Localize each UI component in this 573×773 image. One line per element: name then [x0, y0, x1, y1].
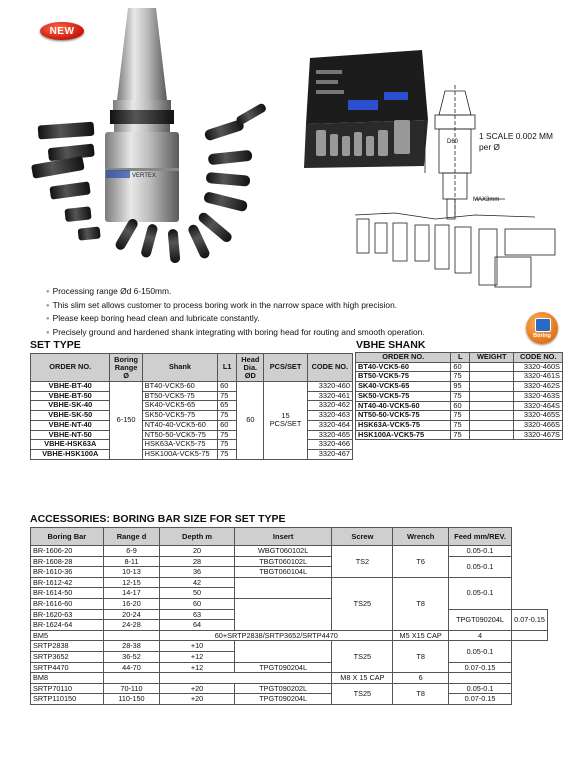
scale-line-2: per Ø — [479, 141, 500, 152]
product-illustration — [20, 0, 330, 282]
table-cell: 75 — [218, 440, 237, 450]
table-cell: +12 — [160, 662, 235, 673]
table-cell: BR-1614-50 — [31, 588, 104, 599]
table-cell: 70-110 — [103, 683, 160, 694]
table-cell: BT50-VCK5-75 — [142, 391, 217, 401]
table-cell: 75 — [218, 430, 237, 440]
table-cell: 3320-463 — [307, 411, 352, 421]
table-cell: 64 — [160, 620, 235, 631]
table-cell: NT50-50-VCK5-75 — [356, 411, 451, 421]
table-cell: T8 — [393, 683, 449, 704]
table-cell: 75 — [451, 411, 470, 421]
table-cell: BR-1606-20 — [31, 546, 104, 557]
table-cell: 3320-460 — [307, 382, 352, 392]
table-cell: TS25 — [332, 683, 393, 704]
table-cell: 8-11 — [103, 556, 160, 567]
table-cell: SRTP110150 — [31, 694, 104, 705]
table-cell: 60 — [451, 401, 470, 411]
col-boring-bar: Boring Bar — [31, 528, 104, 546]
table-cell: 0.05-0.1 — [448, 577, 511, 609]
table-cell: SRTP3652 — [31, 651, 104, 662]
col-screw: Screw — [332, 528, 393, 546]
table-cell: 14-17 — [103, 588, 160, 599]
table-cell: 6-9 — [103, 546, 160, 557]
feature-item: ● Precisely ground and hardened shank integrating with boring head for routing and smooth operation. — [46, 327, 425, 341]
table-cell: BR-1620-63 — [31, 609, 104, 620]
table-cell: 6 — [393, 673, 449, 684]
table-cell: +20 — [160, 683, 235, 694]
table-cell: BT40-VCK5-60 — [142, 382, 217, 392]
table-cell — [470, 362, 514, 372]
table-cell: BR-1624-64 — [31, 620, 104, 631]
table-cell: 0.05-0.1 — [448, 641, 511, 662]
col-l1: L1 — [218, 354, 237, 382]
table-cell: WBGT060102L — [234, 546, 332, 557]
table-cell — [470, 391, 514, 401]
table-cell — [103, 630, 160, 641]
table-row — [356, 420, 563, 430]
table-row — [356, 411, 563, 421]
table-cell: +20 — [160, 694, 235, 705]
table-cell: +12 — [160, 651, 235, 662]
table-cell: TS25 — [332, 641, 393, 673]
col-code-no: CODE NO. — [307, 354, 352, 382]
table-cell: 75 — [218, 449, 237, 459]
table-cell: 95 — [451, 382, 470, 392]
table-cell: BR-1608-28 — [31, 556, 104, 567]
table-cell: TPGT090204L — [234, 694, 332, 705]
table-cell — [234, 577, 332, 598]
table-row — [31, 630, 548, 641]
table-cell: TPGT090204L — [448, 609, 511, 630]
col-code-no: CODE NO. — [514, 353, 563, 363]
table-cell: VBHE-BT-50 — [31, 391, 110, 401]
col-range: Range d — [103, 528, 160, 546]
table-row — [31, 673, 548, 684]
table-cell: 63 — [160, 609, 235, 620]
col-shank: Shank — [142, 354, 217, 382]
table-cell: 0.05-0.1 — [448, 546, 511, 557]
technical-drawing — [335, 85, 565, 295]
table-cell: 0.07-0.15 — [448, 694, 511, 705]
table-cell: HSK63A-VCK5-75 — [142, 440, 217, 450]
table-cell: 0.05-0.1 — [448, 556, 511, 577]
table-cell: 75 — [451, 391, 470, 401]
table-cell — [470, 430, 514, 440]
col-head-dia: Head Dia. ØD — [237, 354, 264, 382]
table-cell: HSK100A-VCK5-75 — [356, 430, 451, 440]
table-cell — [470, 411, 514, 421]
col-depth: Depth m — [160, 528, 235, 546]
table-cell: 28-38 — [103, 641, 160, 652]
table-cell: BM8 — [31, 673, 104, 684]
table-cell: TS2 — [332, 546, 393, 578]
table-cell: NT40-40-VCK5-60 — [142, 420, 217, 430]
accessories-table — [30, 527, 548, 705]
table-cell: 50 — [160, 588, 235, 599]
table-cell: 60 — [218, 382, 237, 392]
feature-item: ● Processing range Ød 6-150mm. — [46, 286, 425, 300]
boring-icon — [535, 318, 551, 332]
table-cell: VBHE-HSK63A — [31, 440, 110, 450]
table-cell: 3320-467S — [514, 430, 563, 440]
table-cell — [234, 598, 332, 630]
col-order-no: ORDER NO. — [356, 353, 451, 363]
table-cell: 3320-464 — [307, 420, 352, 430]
table-cell: 110-150 — [103, 694, 160, 705]
table-cell: BT50-VCK5-75 — [356, 372, 451, 382]
table-cell: 60 — [451, 362, 470, 372]
table-cell: BR-1610-36 — [31, 567, 104, 578]
table-cell: TBGT060102L — [234, 556, 332, 567]
table-cell — [512, 630, 548, 641]
table-cell: SK50-VCK5-75 — [356, 391, 451, 401]
table-cell: HSK100A-VCK5-75 — [142, 449, 217, 459]
table-row — [31, 546, 548, 557]
table-cell: 3320-463S — [514, 391, 563, 401]
set-type-title: SET TYPE — [30, 339, 81, 351]
table-cell: VBHE-SK-40 — [31, 401, 110, 411]
accessories-title: ACCESSORIES: BORING BAR SIZE FOR SET TYPE — [30, 513, 286, 525]
col-insert: Insert — [234, 528, 332, 546]
table-cell: T8 — [393, 641, 449, 673]
table-row — [31, 683, 548, 694]
table-cell: 65 — [218, 401, 237, 411]
feature-list — [46, 286, 425, 340]
table-cell: 3320-462S — [514, 382, 563, 392]
col-boring-range: Boring Range Ø — [110, 354, 142, 382]
table-cell: 3320-467 — [307, 449, 352, 459]
table-row — [31, 662, 548, 673]
table-row — [356, 382, 563, 392]
table-row — [356, 430, 563, 440]
table-cell: 75 — [218, 391, 237, 401]
table-row — [31, 382, 353, 392]
table-cell — [448, 673, 511, 684]
table-cell: 3320-466 — [307, 440, 352, 450]
table-row — [31, 641, 548, 652]
table-cell: SRTP70110 — [31, 683, 104, 694]
table-cell — [234, 641, 332, 662]
table-row — [31, 577, 548, 588]
table-cell: 20-24 — [103, 609, 160, 620]
table-cell: 60 — [160, 598, 235, 609]
table-cell: SK50-VCK5-75 — [142, 411, 217, 421]
table-cell: VBHE-NT-50 — [31, 430, 110, 440]
table-cell — [160, 673, 332, 684]
col-order-no: ORDER NO. — [31, 354, 110, 382]
table-cell: 36-52 — [103, 651, 160, 662]
table-cell: BR-1612-42 — [31, 577, 104, 588]
table-cell: 75 — [451, 372, 470, 382]
table-cell — [470, 382, 514, 392]
table-cell — [470, 420, 514, 430]
col-feed: Feed mm/REV. — [448, 528, 511, 546]
boring-badge — [526, 312, 558, 344]
boring-badge-label: Boring — [533, 333, 551, 339]
table-cell: 42 — [160, 577, 235, 588]
table-cell: SRTP2838 — [31, 641, 104, 652]
d60-label: D60 — [447, 139, 459, 145]
table-cell: BM5 — [31, 630, 104, 641]
table-cell: VBHE-NT-40 — [31, 420, 110, 430]
feature-item: ● Please keep boring head clean and lubricate constantly. — [46, 313, 425, 327]
table-cell: 3320-465S — [514, 411, 563, 421]
new-badge: NEW — [40, 22, 84, 40]
table-row — [31, 694, 548, 705]
table-cell: 10-13 — [103, 567, 160, 578]
table-cell: 24-28 — [103, 620, 160, 631]
set-type-table — [30, 353, 353, 460]
table-cell: 3320-460S — [514, 362, 563, 372]
table-cell: SK40-VCK5-65 — [142, 401, 217, 411]
table-cell: TS25 — [332, 577, 393, 630]
table-cell: 3320-466S — [514, 420, 563, 430]
table-cell: 3320-462 — [307, 401, 352, 411]
col-wrench: Wrench — [393, 528, 449, 546]
table-cell: BT40-VCK5-60 — [356, 362, 451, 372]
table-cell: TBGT060104L — [234, 567, 332, 578]
table-cell: 0.05-0.1 — [448, 683, 511, 694]
table-cell: 75 — [451, 420, 470, 430]
scale-note — [479, 131, 553, 152]
table-cell: 28 — [160, 556, 235, 567]
table-cell: VBHE-HSK100A — [31, 449, 110, 459]
table-cell: 36 — [160, 567, 235, 578]
brand-label: VERTEX — [132, 173, 156, 179]
table-cell: 20 — [160, 546, 235, 557]
col-weight: WEIGHT — [470, 353, 514, 363]
table-cell: 75 — [218, 411, 237, 421]
table-cell — [470, 401, 514, 411]
table-cell — [103, 673, 160, 684]
table-cell: 75 — [451, 430, 470, 440]
table-row — [31, 556, 548, 567]
table-cell: M5 X15 CAP — [393, 630, 449, 641]
col-l: L — [451, 353, 470, 363]
table-cell — [470, 372, 514, 382]
table-cell: +10 — [160, 641, 235, 652]
table-cell: 12-15 — [103, 577, 160, 588]
table-cell: 3320-461 — [307, 391, 352, 401]
vbhe-shank-table — [355, 352, 563, 440]
col-pcs-set: PCS/SET — [264, 354, 307, 382]
table-cell: 60 — [237, 382, 264, 460]
table-cell: SRTP4470 — [31, 662, 104, 673]
table-cell: HSK63A-VCK5-75 — [356, 420, 451, 430]
table-cell: SK40-VCK5-65 — [356, 382, 451, 392]
table-row — [356, 391, 563, 401]
table-cell: VBHE-SK-50 — [31, 411, 110, 421]
table-cell: 44-70 — [103, 662, 160, 673]
table-cell: 3320-465 — [307, 430, 352, 440]
feature-item: ● This slim set allows customer to process boring work in the narrow space with high precision. — [46, 300, 425, 314]
table-cell: 60 — [218, 420, 237, 430]
table-cell: 15 PCS/SET — [264, 382, 307, 460]
table-cell: TPGT090202L — [234, 683, 332, 694]
table-cell: M8 X 15 CAP — [332, 673, 393, 684]
table-cell: 60+SRTP2838/SRTP3652/SRTP4470 — [160, 630, 393, 641]
table-cell: 0.07-0.15 — [512, 609, 548, 630]
table-cell: 3320-461S — [514, 372, 563, 382]
max3mm-label: MAX3mm — [473, 197, 500, 203]
table-cell: TPGT090204L — [234, 662, 332, 673]
table-cell: NT50-50-VCK5-75 — [142, 430, 217, 440]
table-cell: 0.07-0.15 — [448, 662, 511, 673]
table-cell: T8 — [393, 577, 449, 630]
table-cell: T6 — [393, 546, 449, 578]
table-cell: BR-1616-60 — [31, 598, 104, 609]
table-cell: VBHE-BT-40 — [31, 382, 110, 392]
table-cell: 6-150 — [110, 382, 142, 460]
table-cell: 4 — [448, 630, 511, 641]
scale-line-1: 1 SCALE 0.002 MM — [479, 131, 554, 141]
table-cell: 16-20 — [103, 598, 160, 609]
table-cell: NT40-40-VCK5-60 — [356, 401, 451, 411]
vbhe-shank-title: VBHE SHANK — [356, 339, 426, 351]
table-cell: 3320-464S — [514, 401, 563, 411]
